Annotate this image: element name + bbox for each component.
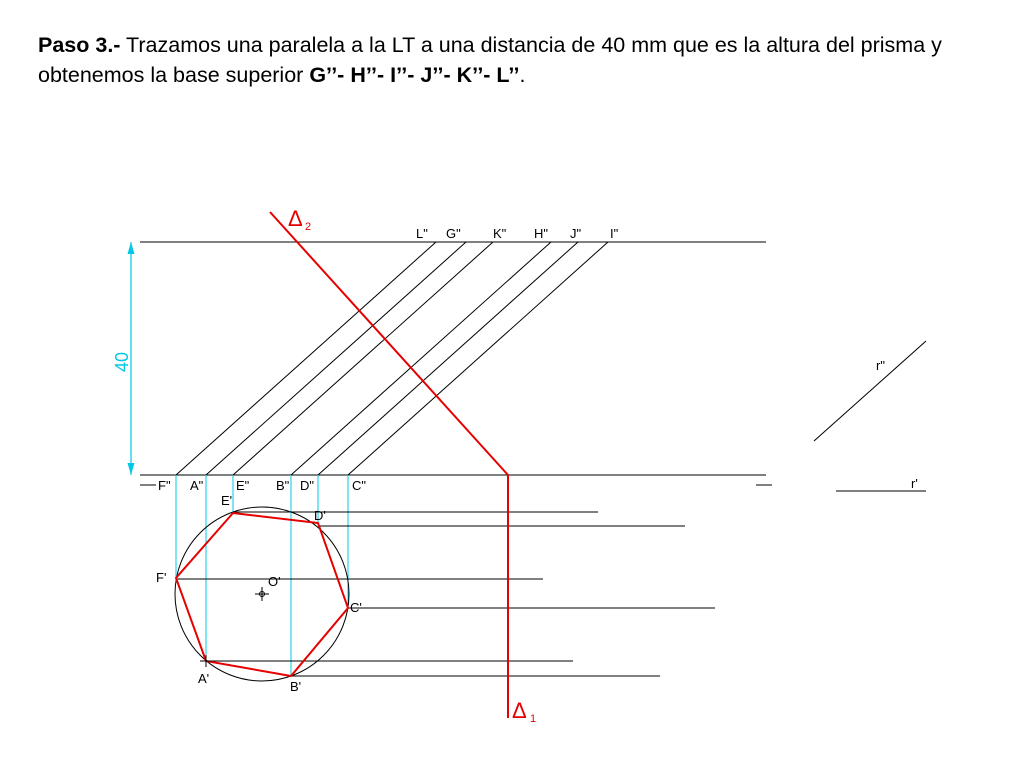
dimension-arrow-top bbox=[128, 242, 135, 254]
label-g2: G" bbox=[446, 226, 461, 241]
label-a1: A' bbox=[198, 671, 210, 686]
projector-c-i bbox=[348, 242, 608, 475]
auxiliary-line-r bbox=[814, 341, 926, 491]
label-e1: E' bbox=[221, 493, 233, 508]
label-c2: C" bbox=[352, 478, 367, 493]
label-o1: O' bbox=[268, 574, 281, 589]
label-d2: D" bbox=[300, 478, 315, 493]
step-number: Paso 3.- bbox=[38, 33, 121, 57]
label-r2: r" bbox=[876, 358, 885, 373]
label-r1: r' bbox=[911, 476, 918, 491]
delta1-subscript: 1 bbox=[530, 713, 537, 725]
upper-base-labels bbox=[416, 226, 619, 241]
section-line bbox=[270, 212, 508, 718]
projector-a-g bbox=[206, 242, 466, 475]
label-f1: F' bbox=[156, 570, 167, 585]
vertical-projectors bbox=[176, 475, 348, 676]
step-emphasis: G’’- H’’- I’’- J’’- K’’- L’’ bbox=[309, 63, 520, 87]
label-i2: I" bbox=[610, 226, 619, 241]
projector-f-l bbox=[176, 242, 436, 475]
delta2-symbol: Δ bbox=[288, 206, 303, 231]
label-l2: L" bbox=[416, 226, 428, 241]
dimension-arrow-bottom bbox=[128, 463, 135, 475]
step-text: Trazamos una paralela a la LT a una distancia de 40 mm que es la altura del prisma y obtenemos la base superior bbox=[38, 33, 942, 87]
label-b2: B" bbox=[276, 478, 290, 493]
delta2-subscript: 2 bbox=[305, 221, 312, 233]
label-e2: E" bbox=[236, 478, 250, 493]
oblique-projectors bbox=[176, 242, 608, 475]
label-f2: F" bbox=[158, 478, 171, 493]
r2-line bbox=[814, 341, 926, 441]
label-a2: A" bbox=[190, 478, 204, 493]
projector-d-j bbox=[318, 242, 578, 475]
delta1-symbol: Δ bbox=[512, 698, 527, 723]
center-marker bbox=[255, 587, 269, 601]
lower-base-labels bbox=[158, 478, 366, 493]
step-end: . bbox=[519, 63, 526, 87]
label-b1: B' bbox=[290, 679, 302, 694]
label-d1: D' bbox=[314, 508, 326, 523]
delta2-oblique bbox=[270, 212, 508, 475]
label-j2: J" bbox=[570, 226, 582, 241]
dimension-40-label: 40 bbox=[112, 351, 132, 372]
label-k2: K" bbox=[493, 226, 507, 241]
label-h2: H" bbox=[534, 226, 549, 241]
projector-e-k bbox=[233, 242, 493, 475]
label-c1: C' bbox=[350, 600, 362, 615]
